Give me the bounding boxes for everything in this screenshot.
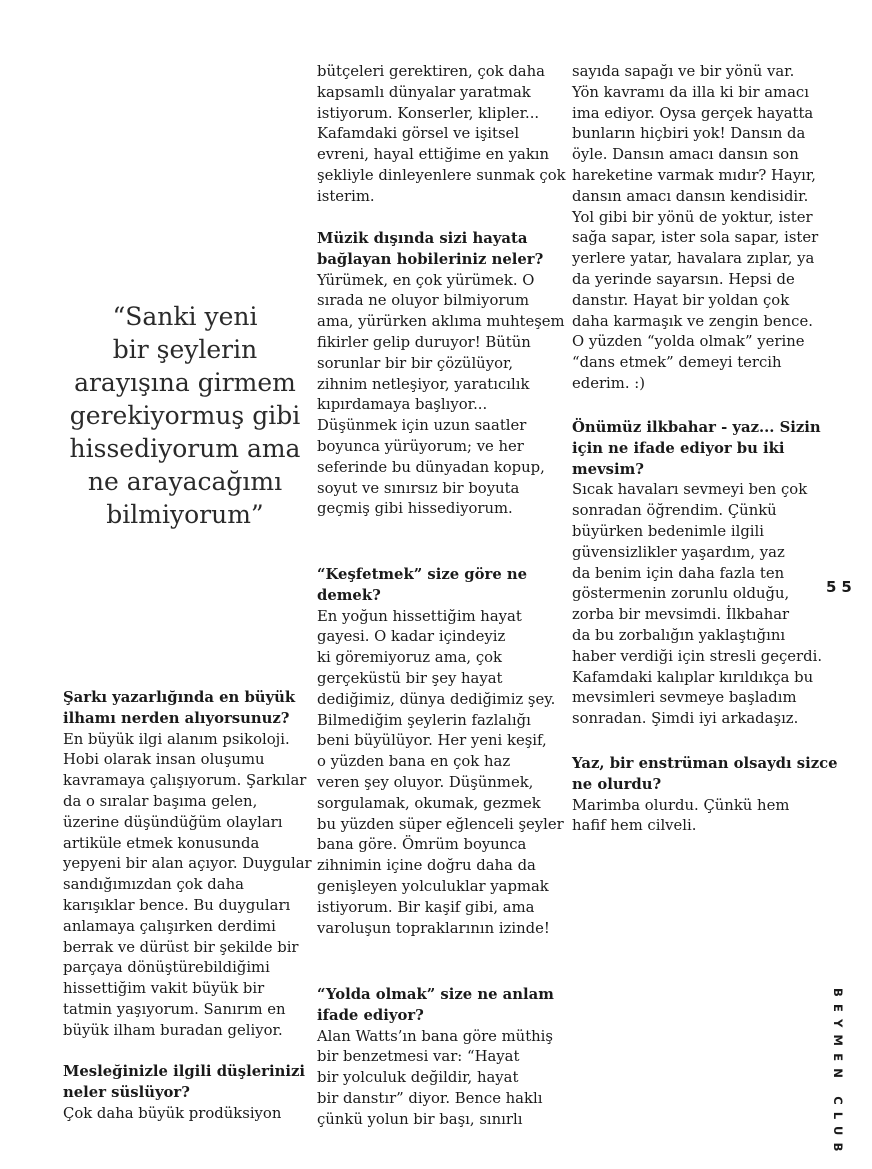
answer-line: Alan Watts’ın bana göre müthiş <box>317 1027 553 1045</box>
answer-line: soyut ve sınırsız bir boyuta <box>317 479 520 497</box>
answer <box>63 1104 312 1125</box>
answer-line: mevsimleri sevmeye başladım <box>572 689 797 707</box>
answer <box>317 1027 554 1131</box>
pull-quote-line: hissediyorum ama <box>69 434 301 463</box>
text-line: öyle. Dansın amacı dansın son <box>572 146 799 164</box>
answer-line: da o sıralar başıma gelen, <box>63 792 258 810</box>
question-line: ilhamı nerden alıyorsunuz? <box>63 709 290 727</box>
answer-line: anlamaya çalışırken derdimi <box>63 917 276 935</box>
question-line: demek? <box>317 586 381 604</box>
answer-line: gerçeküstü bir şey hayat <box>317 669 503 687</box>
answer-line: sorunlar bir bir çözülüyor, <box>317 354 514 372</box>
text-line: ima ediyor. Oysa gerçek hayatta <box>572 104 814 122</box>
answer-line: da benim için daha fazla ten <box>572 564 785 582</box>
answer-line: seferinde bu dünyadan kopup, <box>317 458 545 476</box>
page-number: 55 <box>826 578 857 596</box>
answer-line: bu yüzden süper eğlenceli şeyler <box>317 815 564 833</box>
answer-line: genişleyen yolculuklar yapmak <box>317 877 549 895</box>
answer-line: ama, yürürken aklıma muhteşem <box>317 313 565 331</box>
answer-line: berrak ve dürüst bir şekilde bir <box>63 938 299 956</box>
question-line: Önümüz ilkbahar - yaz... Sizin <box>572 419 821 436</box>
answer-line: veren şey oluyor. Düşünmek, <box>317 773 534 791</box>
text-line: bütçeleri gerektiren, çok daha <box>317 63 545 80</box>
answer-line: kıpırdamaya başlıyor... <box>317 396 488 414</box>
answer-line: dediğimiz, dünya dediğimiz şey. <box>317 690 556 708</box>
text-line: isterim. <box>317 187 375 205</box>
question-line: Müzik dışında sizi hayata <box>317 230 528 247</box>
text-line: sayıda sapağı ve bir yönü var. <box>572 63 795 80</box>
answer-line: Sıcak havaları sevmeyi ben çok <box>572 481 808 499</box>
answer-line: büyürken bedenimle ilgili <box>572 522 764 540</box>
question-line: Mesleğinizle ilgili düşlerinizi <box>63 1063 305 1081</box>
answer-line: zorba bir mevsimdi. İlkbahar <box>572 606 790 624</box>
answer-line: Kafamdaki kalıplar kırıldıkça bu <box>572 668 814 686</box>
answer-line: güvensizlikler yaşardım, yaz <box>572 543 785 561</box>
brand-name: BEYMEN CLUB <box>831 988 845 1159</box>
answer-line: beni büyülüyor. Her yeni keşif, <box>317 732 547 750</box>
answer-line: sonradan öğrendim. Çünkü <box>572 502 777 520</box>
pull-quote-line: ne arayacağımı <box>87 467 283 496</box>
answer-line: boyunca yürüyorum; ve her <box>317 437 524 455</box>
text-line: dansın amacı dansın kendisidir. <box>572 187 809 205</box>
text-line: Yön kavramı da illa ki bir amacı <box>572 83 809 101</box>
answer-line: parçaya dönüştürebildiğimi <box>63 959 270 977</box>
answer-line: Düşünmek için uzun saatler <box>317 417 527 435</box>
answer-line: Marimba olurdu. Çünkü hem <box>572 796 790 814</box>
question-line: “Keşfetmek” size göre ne <box>317 566 528 583</box>
column-2 <box>317 62 566 208</box>
answer-line: büyük ilham buradan geliyor. <box>63 1021 283 1039</box>
text-line: “dans etmek” demeyi tercih <box>572 354 782 372</box>
answer-line: fikirler gelip duruyor! Bütün <box>317 333 531 351</box>
answer-line: bana göre. Ömrüm boyunca <box>317 836 527 854</box>
question-line: “Yolda olmak” size ne anlam <box>317 986 554 1003</box>
pull-quote-line: “Sanki yeni <box>112 302 258 331</box>
text-line: sağa sapar, ister sola sapar, ister <box>572 229 819 247</box>
pull-quote <box>60 300 310 531</box>
question <box>317 985 554 1027</box>
answer-line: zihnim netleşiyor, yaratıcılık <box>317 375 530 393</box>
answer-line: varoluşun topraklarının izinde! <box>317 919 550 937</box>
answer-line: gayesi. O kadar içindeyiz <box>317 628 506 646</box>
answer <box>63 730 312 1042</box>
answer-line: hissettiğim vakit büyük bir <box>63 980 265 998</box>
column-2-qa-hobbies <box>317 229 565 520</box>
answer-line: Hobi olarak insan oluşumu <box>63 751 265 769</box>
continued-text <box>317 62 566 208</box>
text-line: evreni, hayal ettiğime en yakın <box>317 146 550 164</box>
question-line: Şarkı yazarlığında en büyük <box>63 689 296 706</box>
column-2-qa-discover <box>317 565 564 939</box>
pull-quote-line: bir şeylerin <box>112 335 258 364</box>
answer-line: Çok daha büyük prodüksiyon <box>63 1104 282 1122</box>
question <box>572 754 838 796</box>
column-3-qa-seasons <box>572 418 822 730</box>
question <box>317 229 565 271</box>
text-line: Kafamdaki görsel ve işitsel <box>317 125 520 143</box>
question-line: neler süslüyor? <box>63 1084 190 1102</box>
column-3 <box>572 62 818 395</box>
answer-line: En yoğun hissettiğim hayat <box>317 607 522 625</box>
text-line: Yol gibi bir yönü de yoktur, ister <box>572 208 813 226</box>
continued-text <box>572 62 818 395</box>
column-3-qa-instrument <box>572 754 838 837</box>
answer-line: çünkü yolun bir başı, sınırlı <box>317 1110 523 1128</box>
answer <box>317 271 565 521</box>
answer-line: o yüzden bana en çok haz <box>317 753 511 771</box>
answer-line: sonradan. Şimdi iyi arkadaşız. <box>572 710 799 728</box>
answer-line: bir yolculuk değildir, hayat <box>317 1069 519 1087</box>
question <box>572 418 822 480</box>
answer-line: karışıklar bence. Bu duyguları <box>63 896 291 914</box>
text-line: daha karmaşık ve zengin bence. <box>572 312 813 330</box>
answer-line: kavramaya çalışıyorum. Şarkılar <box>63 772 307 790</box>
answer-line: zihnimin içine doğru daha da <box>317 857 536 875</box>
text-line: O yüzden “yolda olmak” yerine <box>572 333 805 351</box>
answer-line: sandığımızdan çok daha <box>63 876 244 894</box>
pull-quote-line: gerekiyormuş gibi <box>69 401 301 430</box>
column-1 <box>63 688 312 1125</box>
question-line: ifade ediyor? <box>317 1006 424 1024</box>
qa-block <box>63 688 312 1042</box>
text-line: yerlere yatar, havalara zıplar, ya <box>572 250 815 268</box>
question-line: bağlayan hobileriniz neler? <box>317 250 544 268</box>
text-line: danstır. Hayat bir yoldan çok <box>572 291 790 309</box>
answer-line: En büyük ilgi alanım psikoloji. <box>63 730 290 748</box>
column-2-qa-on-the-road <box>317 985 554 1131</box>
answer-line: da bu zorbalığın yaklaştığını <box>572 626 786 644</box>
answer-line: sorgulamak, okumak, gezmek <box>317 794 541 812</box>
answer-line: Yürümek, en çok yürümek. O <box>317 271 535 289</box>
answer-line: Bilmediğim şeylerin fazlalığı <box>317 711 531 729</box>
answer <box>572 480 822 730</box>
question-line: ne olurdu? <box>572 775 662 793</box>
answer-line: sırada ne oluyor bilmiyorum <box>317 292 530 310</box>
answer-line: göstermenin zorunlu olduğu, <box>572 585 790 603</box>
text-line: ederim. :) <box>572 374 645 392</box>
answer-line: geçmiş gibi hissediyorum. <box>317 500 513 518</box>
question-line: için ne ifade ediyor bu iki <box>572 439 785 457</box>
text-line: bunların hiçbiri yok! Dansın da <box>572 125 806 143</box>
answer-line: bir benzetmesi var: “Hayat <box>317 1048 520 1066</box>
answer-line: ki göremiyoruz ama, çok <box>317 649 502 667</box>
pull-quote-line: arayışına girmem <box>74 368 296 397</box>
text-line: şekliyle dinleyenlere sunmak çok <box>317 166 566 184</box>
answer-line: tatmin yaşıyorum. Sanırım en <box>63 1000 286 1018</box>
question-line: Yaz, bir enstrüman olsaydı sizce <box>572 755 838 772</box>
answer-line: haber verdiği için stresli geçerdi. <box>572 647 823 665</box>
text-line: istiyorum. Konserler, klipler... <box>317 104 540 122</box>
answer-line: üzerine düşündüğüm olayları <box>63 813 283 831</box>
answer-line: istiyorum. Bir kaşif gibi, ama <box>317 898 535 916</box>
text-line: hareketine varmak mıdır? Hayır, <box>572 166 816 184</box>
text-line: kapsamlı dünyalar yaratmak <box>317 83 531 101</box>
answer-line: yepyeni bir alan açıyor. Duygular <box>63 855 312 873</box>
answer-line: artiküle etmek konusunda <box>63 834 260 852</box>
question <box>317 565 564 607</box>
question <box>63 688 312 730</box>
question <box>63 1062 312 1104</box>
answer <box>572 796 838 838</box>
qa-block <box>63 1062 312 1124</box>
pull-quote-line: bilmiyorum” <box>106 500 264 529</box>
answer-line: bir danstır” diyor. Bence haklı <box>317 1089 543 1107</box>
question-line: mevsim? <box>572 460 644 478</box>
text-line: da yerinde sayarsın. Hepsi de <box>572 270 795 288</box>
answer <box>317 607 564 940</box>
answer-line: hafif hem cilveli. <box>572 817 697 835</box>
